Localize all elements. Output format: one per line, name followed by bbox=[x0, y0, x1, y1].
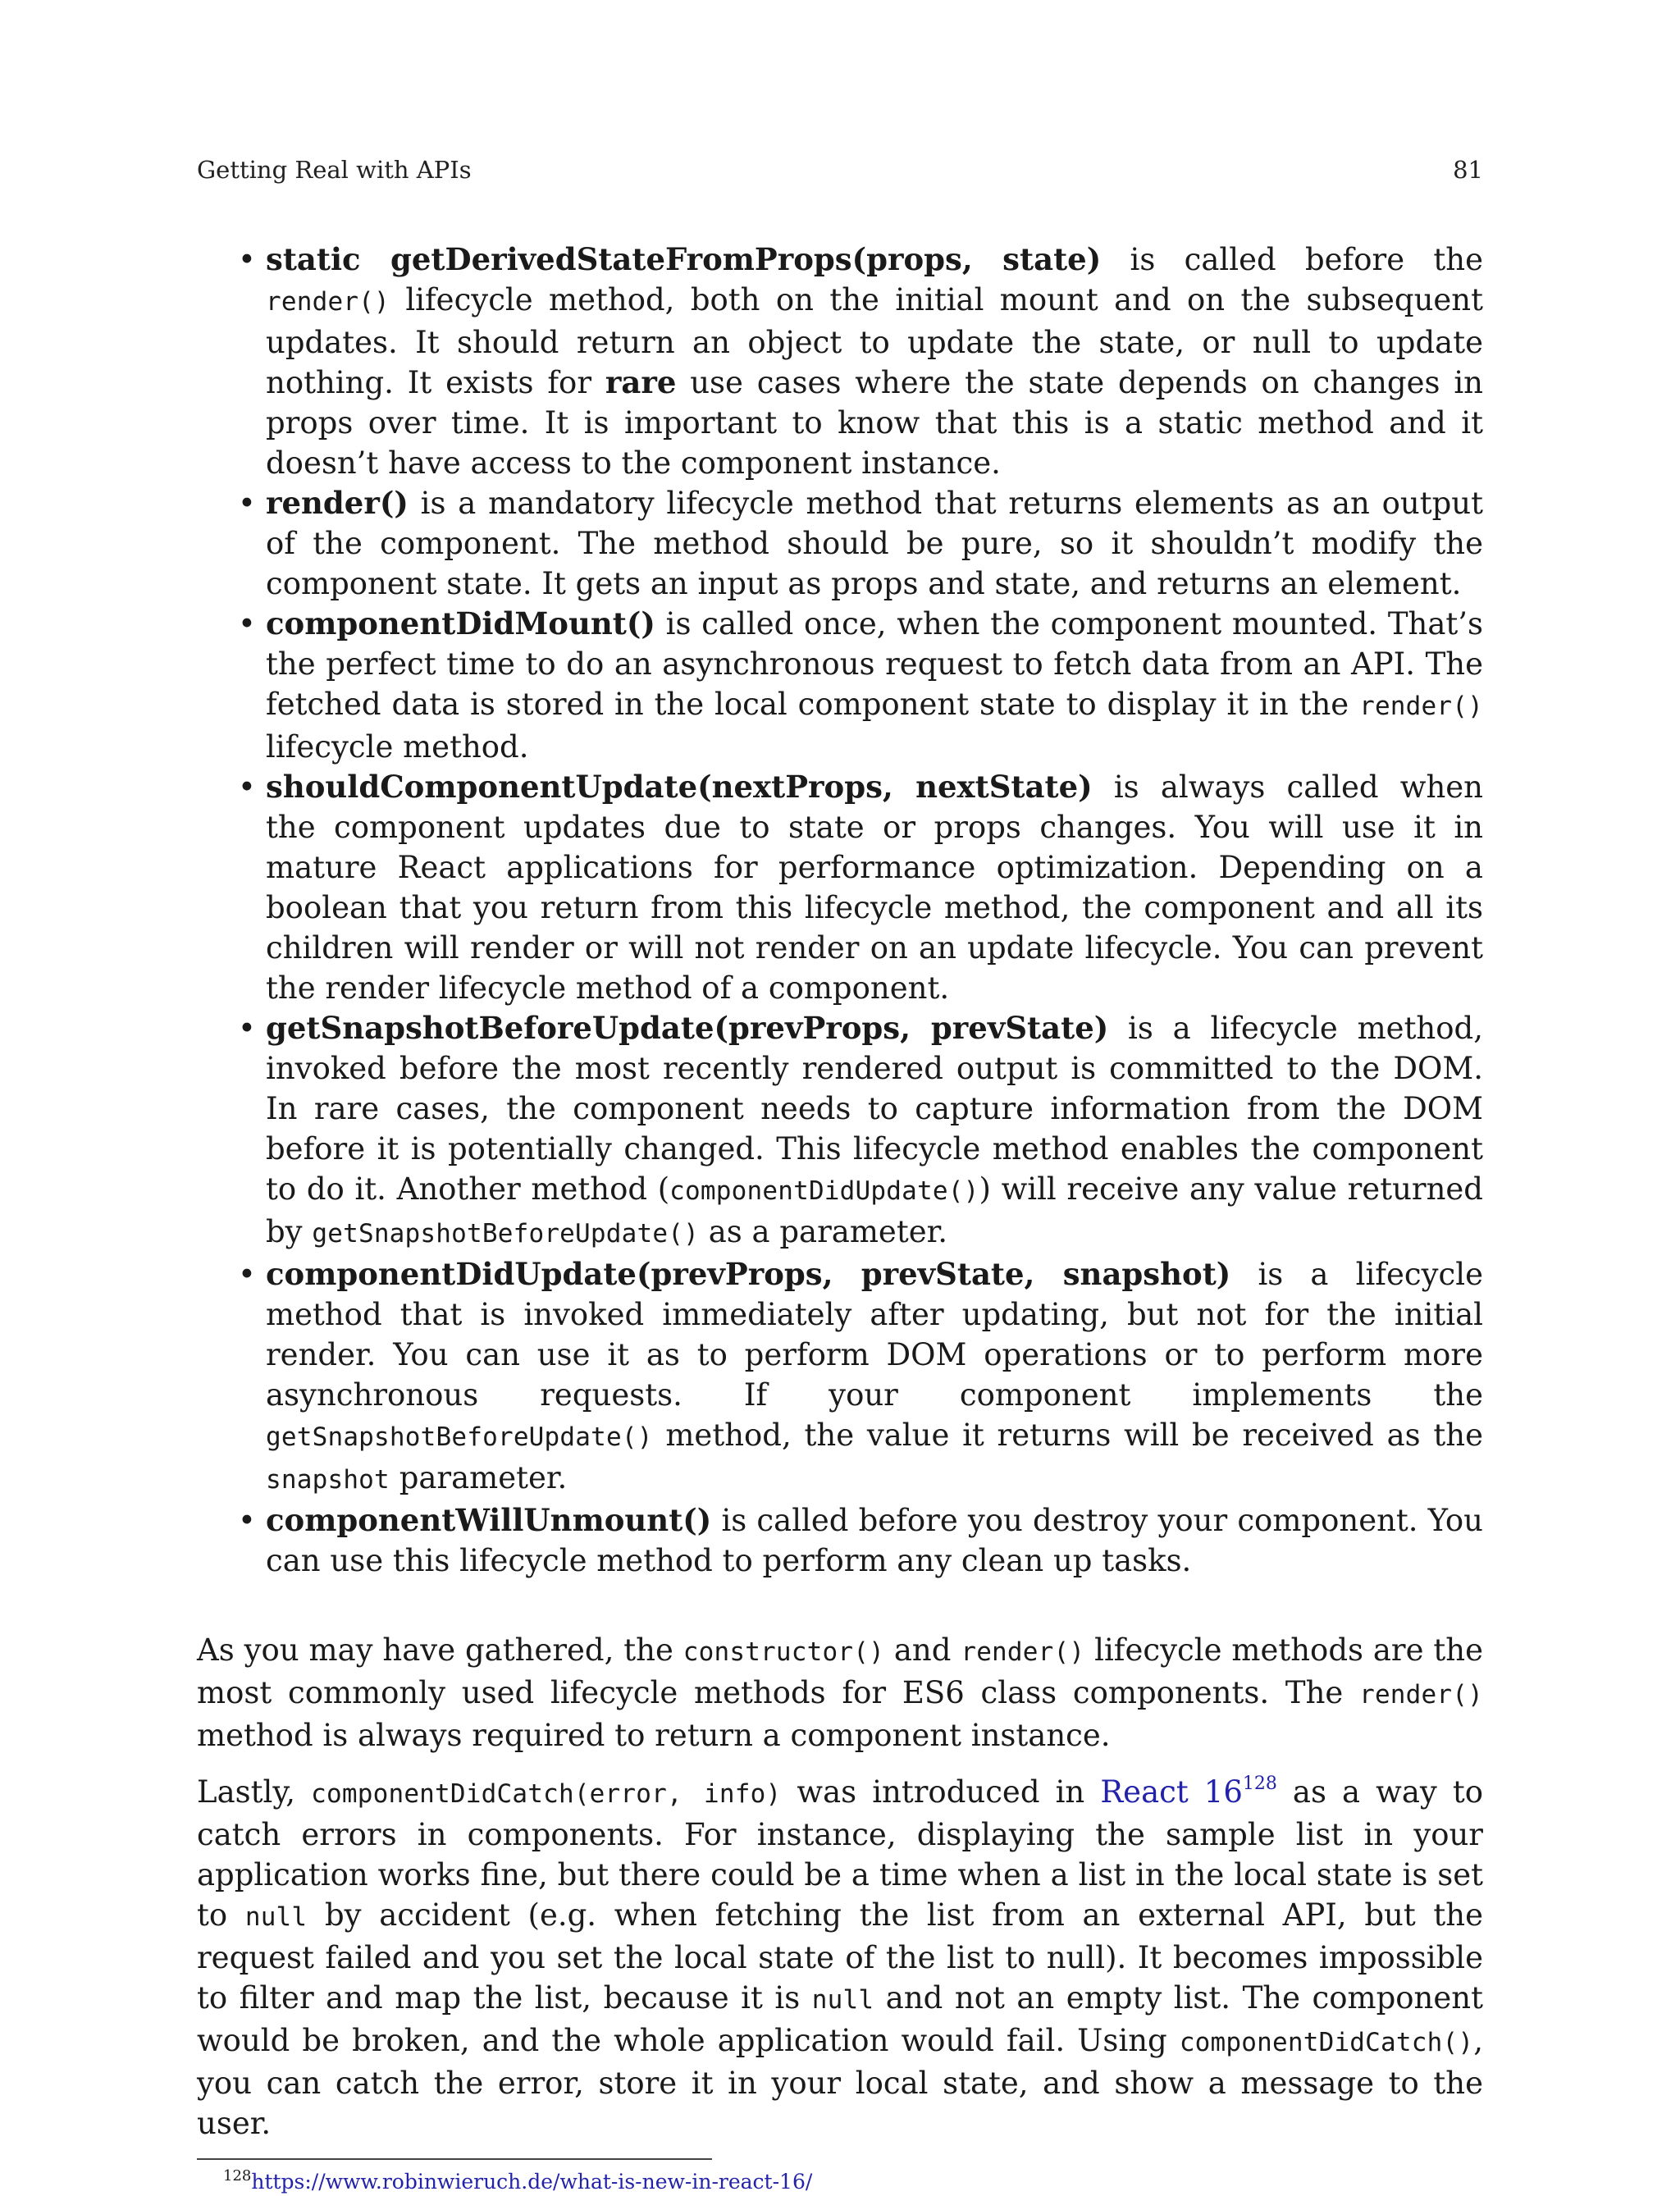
list-item: • render() is a mandatory lifecycle method that returns elements as an output of the component. The method should be pure, so it shouldn’t modify the component state. It gets an input as props and state, and returns an element. bbox=[197, 483, 1483, 604]
inline-code: null bbox=[811, 1985, 874, 2015]
running-header bbox=[197, 156, 1483, 184]
method-name: shouldComponentUpdate(nextProps, nextState) bbox=[266, 769, 1093, 805]
inline-code: render() bbox=[1359, 692, 1483, 721]
method-name: render() bbox=[266, 485, 409, 521]
method-name: static getDerivedStateFromProps(props, state) bbox=[266, 241, 1102, 277]
list-item: • shouldComponentUpdate(nextProps, nextState) is always called when the component updates due to state or props changes. You will use it in mature React applications for performance optimization. Depending on a boolean that you return from this lifecycle method, the component and all its children will render or will not render on an update lifecycle. You can prevent the render lifecycle method of a component. bbox=[197, 767, 1483, 1008]
list-item: • static getDerivedStateFromProps(props, state) is called before the render() lifecycle method, both on the initial mount and on the subsequent updates. It should return an object to update the state, or null to update nothing. It exists for rare use cases where the state depends on changes in props over time. It is important to know that this is a static method and it doesn’t have access to the component instance. bbox=[197, 240, 1483, 483]
chapter-title: Getting Real with APIs bbox=[197, 156, 472, 184]
list-item: • componentDidUpdate(prevProps, prevState, snapshot) is a lifecycle method that is invoked immediately after updating, but not for the initial render. You can use it as to perform DOM operations or to perform more asynchronous requests. If your component implements the getSnapshotBeforeUpdate() method, the value it returns will be received as the snapshot parameter. bbox=[197, 1254, 1483, 1500]
page-number: 81 bbox=[1453, 156, 1483, 184]
footnote bbox=[197, 2168, 1483, 2196]
paragraph-component-did-catch: Lastly, componentDidCatch(error, info) was introduced in React 16$^{128}$ as a way to catch errors in components. For instance, displaying the sample list in your application works fine, but there could be a time when a list in the local state is set to null by accident (e.g. when fetching the list from an external API, but the request failed and you set the local state of the list to null). It becomes impossible to filter and map the list, because it is null and not an empty list. The component would be broken, and the whole application would fail. Using componentDidCatch(), you can catch the error, store it in your local state, and show a message to the user. bbox=[197, 1774, 1483, 2141]
method-name: componentDidMount() bbox=[266, 605, 655, 641]
method-name: componentWillUnmount() bbox=[266, 1502, 712, 1538]
paragraph-common-methods: As you may have gathered, the constructor() and render() lifecycle methods are the most commonly used lifecycle methods for ES6 class components. The render() method is always required to return a component instance. bbox=[197, 1632, 1483, 1753]
inline-code: getSnapshotBeforeUpdate() bbox=[312, 1219, 699, 1249]
inline-code: null bbox=[244, 1902, 308, 1932]
emphasis: rare bbox=[605, 364, 677, 400]
method-name: componentDidUpdate(prevProps, prevState, snapshot) bbox=[266, 1256, 1231, 1292]
footnote-number: 128 bbox=[223, 2167, 252, 2185]
inline-code: componentDidCatch(error, info) bbox=[311, 1779, 782, 1809]
list-item: • getSnapshotBeforeUpdate(prevProps, prevState) is a lifecycle method, invoked before the most recently rendered output is committed to the DOM. In rare cases, the component needs to capture information from the DOM before it is potentially changed. This lifecycle method enables the component to do it. Another method (componentDidUpdate()) will receive any value returned by getSnapshotBeforeUpdate() as a parameter. bbox=[197, 1008, 1483, 1254]
inline-code: render() bbox=[1359, 1680, 1483, 1710]
page-content bbox=[197, 240, 1483, 2196]
method-name: getSnapshotBeforeUpdate(prevProps, prevState) bbox=[266, 1010, 1109, 1046]
inline-code: render() bbox=[266, 287, 390, 317]
inline-code: componentDidUpdate() bbox=[669, 1176, 979, 1206]
inline-code: constructor() bbox=[682, 1637, 884, 1667]
footnote-divider bbox=[197, 2158, 712, 2160]
lifecycle-method-list bbox=[197, 240, 1483, 1581]
footnote-link[interactable]: https://www.robinwieruch.de/what-is-new-in-react-16/ bbox=[251, 2170, 813, 2194]
footnote-reference[interactable]: 128 bbox=[1242, 1774, 1277, 1794]
inline-code: snapshot bbox=[266, 1465, 390, 1495]
list-item: • componentDidMount() is called once, when the component mounted. That’s the perfect time to do an asynchronous request to fetch data from an API. The fetched data is stored in the local component state to display it in the render() lifecycle method. bbox=[197, 604, 1483, 767]
inline-code: componentDidCatch() bbox=[1179, 2028, 1474, 2057]
react-16-link[interactable]: React 16 bbox=[1100, 1774, 1243, 1810]
inline-code: render() bbox=[961, 1637, 1085, 1667]
list-item: • componentWillUnmount() is called before you destroy your component. You can use this lifecycle method to perform any clean up tasks. bbox=[197, 1500, 1483, 1581]
inline-code: getSnapshotBeforeUpdate() bbox=[266, 1422, 653, 1452]
